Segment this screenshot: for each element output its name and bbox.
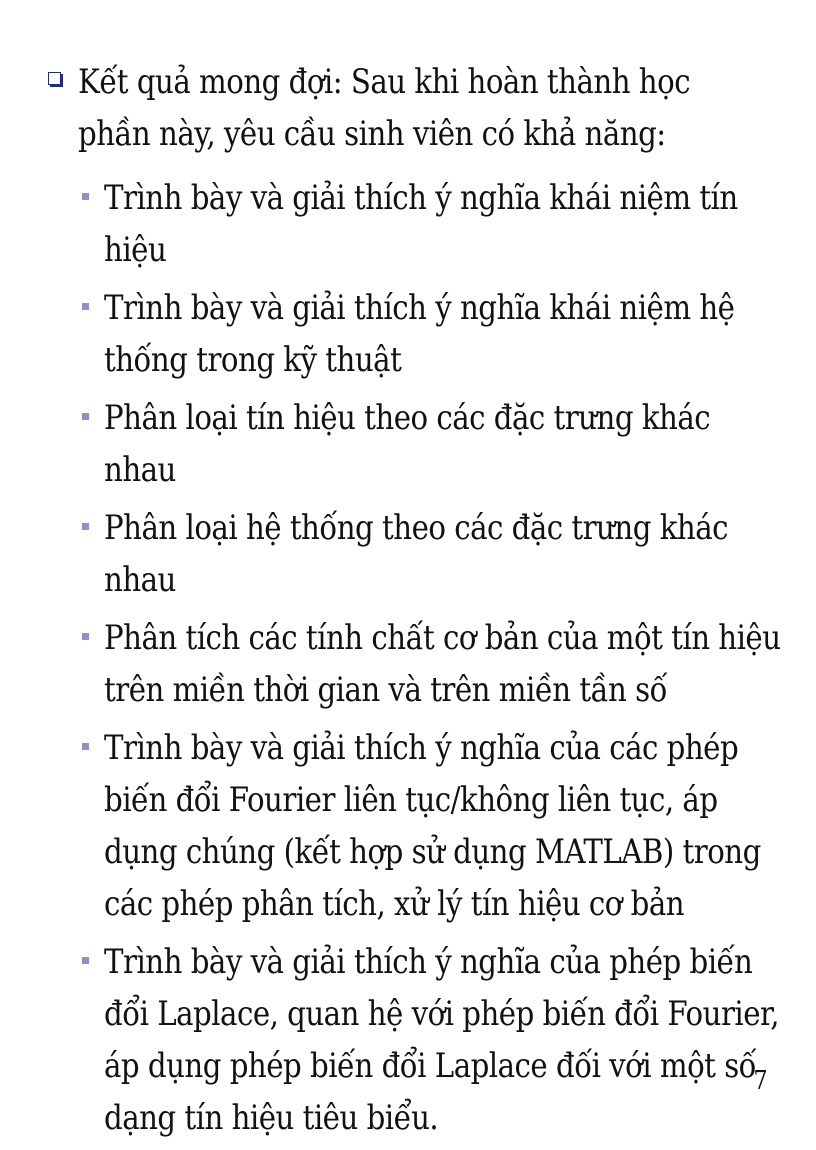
- square-bullet-icon: [82, 743, 89, 750]
- square-bullet-icon: [82, 303, 89, 310]
- list-item: [82, 172, 782, 276]
- square-bullet-icon: [82, 193, 89, 200]
- list-item-text: Phân loại tín hiệu theo các đặc trưng khác nhau: [104, 398, 711, 490]
- list-item: [82, 722, 782, 930]
- list-item-text: Trình bày và giải thích ý nghĩa của các phép biến đổi Fourier liên tục/không liên tục, áp dụng chúng (kết hợp sử dụng MATLAB) trong các phép phân tích, xử lý tín hiệu cơ bản: [104, 728, 761, 924]
- list-item: [82, 282, 782, 386]
- list-item-text: Trình bày và giải thích ý nghĩa khái niệm hệ thống trong kỹ thuật: [104, 288, 735, 380]
- intro-bullet-item: [48, 56, 768, 160]
- square-bullet-icon: [82, 523, 89, 530]
- square-bullet-icon: [82, 957, 89, 964]
- list-item: [82, 936, 782, 1144]
- list-item: [82, 392, 782, 496]
- hollow-square-bullet-icon: [48, 72, 61, 85]
- list-item-text: Trình bày và giải thích ý nghĩa khái niệm tín hiệu: [104, 178, 738, 270]
- page-number: 7: [753, 1066, 768, 1096]
- intro-text: Kết quả mong đợi: Sau khi hoàn thành học phần này, yêu cầu sinh viên có khả năng:: [78, 62, 691, 154]
- list-item-text: Trình bày và giải thích ý nghĩa của phép biến đổi Laplace, quan hệ với phép biến đổi Fourier, áp dụng phép biến đổi Laplace đối với một số dạng tín hiệu tiêu biểu.: [104, 942, 780, 1138]
- list-item-text: Phân loại hệ thống theo các đặc trưng khác nhau: [104, 508, 729, 600]
- objectives-list: [82, 172, 782, 1150]
- list-item: [82, 502, 782, 606]
- list-item: [82, 612, 782, 716]
- list-item-text: Phân tích các tính chất cơ bản của một tín hiệu trên miền thời gian và trên miền tần số: [104, 618, 781, 710]
- square-bullet-icon: [82, 413, 89, 420]
- square-bullet-icon: [82, 633, 89, 640]
